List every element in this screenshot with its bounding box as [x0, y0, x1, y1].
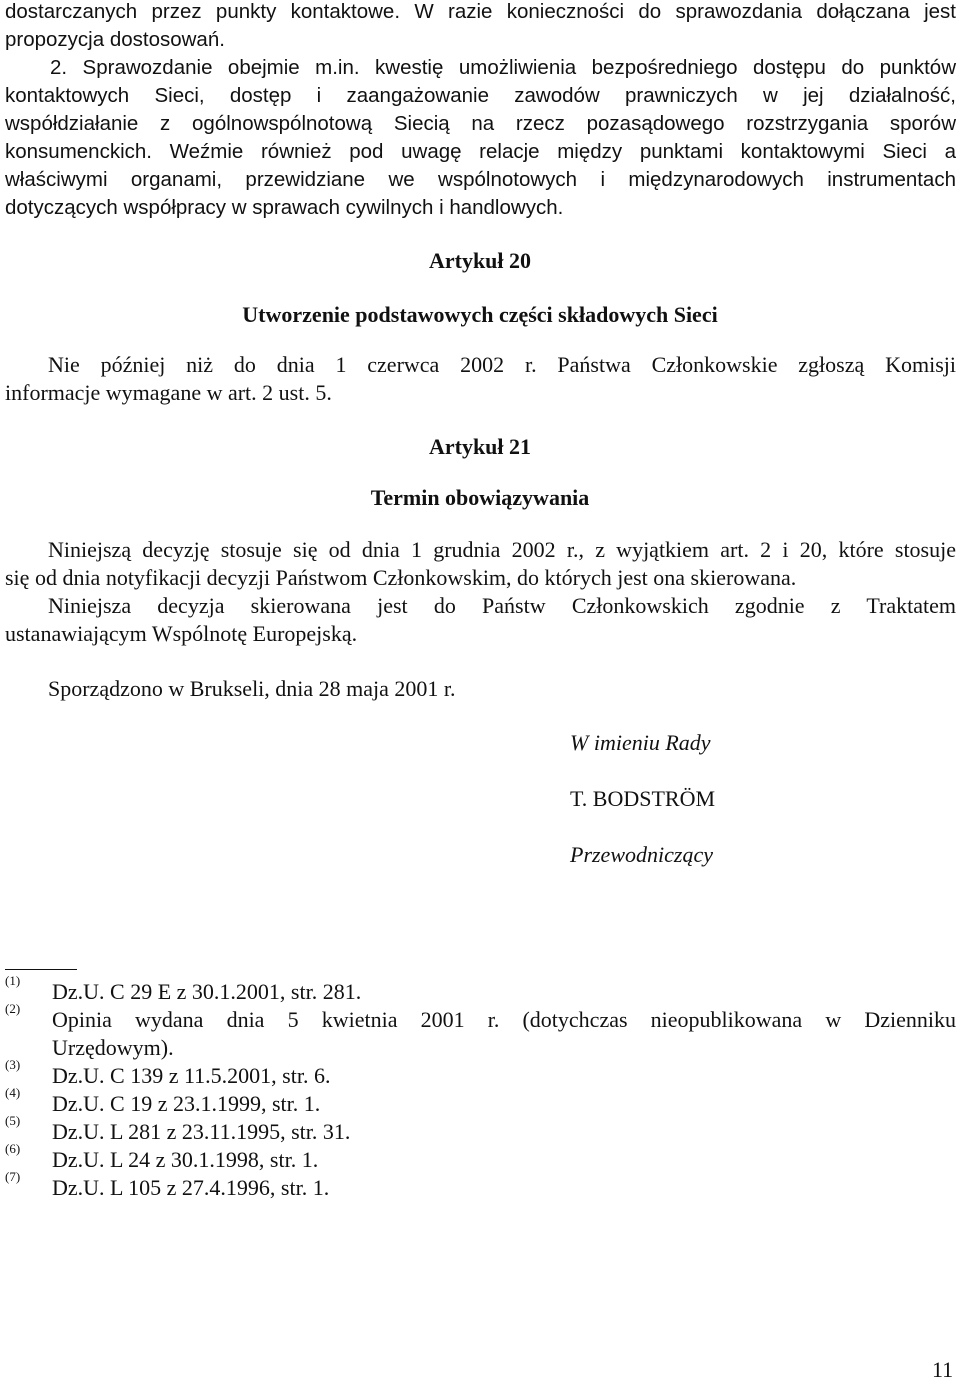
footnote-text: Dz.U. L 24 z 30.1.1998, str. 1.	[52, 1147, 319, 1172]
footnote-number: (6)	[5, 1141, 21, 1156]
footnote-number: (5)	[5, 1113, 21, 1128]
text-line: informacje wymagane w art. 2 ust. 5.	[5, 380, 332, 405]
footnote-number: (7)	[5, 1169, 21, 1184]
signature-name: T. BODSTRÖM	[570, 786, 716, 811]
text-line: dostarczanych przez punkty kontaktowe. W razie konieczności do sprawozdania dołączana jest	[5, 0, 956, 23]
text-line: współdziałanie z ogólnowspólnotową Siecią na rzecz pozasądowego rozstrzygania sporów	[5, 112, 956, 135]
footnote-number: (2)	[5, 1001, 21, 1016]
article-20-body	[5, 351, 956, 407]
footnote-number: (1)	[5, 973, 21, 988]
text-line: Niniejsza decyzja skierowana jest do Państw Członkowskich zgodnie z Traktatem	[48, 593, 956, 618]
article-20-title: Utworzenie podstawowych części składowych Sieci	[242, 302, 718, 327]
text-line: ustanawiającym Wspólnotę Europejską.	[5, 621, 358, 646]
footnote-text: Dz.U. L 281 z 23.11.1995, str. 31.	[52, 1119, 351, 1144]
done-at-line: Sporządzono w Brukseli, dnia 28 maja 2001 r.	[48, 676, 456, 701]
footnote-text: Dz.U. C 29 E z 30.1.2001, str. 281.	[52, 979, 362, 1004]
text-line: kontaktowych Sieci, dostęp i zaangażowanie zawodów prawniczych w jej działalność,	[5, 84, 956, 107]
text-line: dotyczących współpracy w sprawach cywilnych i handlowych.	[5, 196, 564, 219]
article-21-paragraph-1	[5, 536, 956, 592]
footnote-text: Dz.U. C 139 z 11.5.2001, str. 6.	[52, 1063, 331, 1088]
footnote-text: Dz.U. L 105 z 27.4.1996, str. 1.	[52, 1175, 330, 1200]
text-line: 2. Sprawozdanie obejmie m.in. kwestię umożliwienia bezpośredniego dostępu do punktów	[50, 56, 956, 79]
footnote-number: (3)	[5, 1057, 21, 1072]
text-line: konsumenckich. Weźmie również pod uwagę relacje między punktami kontaktowymi Sieci a	[5, 140, 956, 163]
page-number: 11	[932, 1357, 954, 1382]
footnote-text: Dz.U. C 19 z 23.1.1999, str. 1.	[52, 1091, 321, 1116]
footnote-text: Opinia wydana dnia 5 kwietnia 2001 r. (dotychczas nieopublikowana w Dzienniku Urzędowym).	[52, 1007, 956, 1060]
signature-role: Przewodniczący	[570, 842, 713, 867]
article-21-heading: Artykuł 21	[428, 434, 532, 459]
report-paragraph	[5, 54, 956, 222]
text-line: Niniejszą decyzję stosuje się od dnia 1 grudnia 2002 r., z wyjątkiem art. 2 i 20, które stosuje	[48, 537, 956, 562]
footnote-separator	[5, 969, 77, 970]
article-20-heading: Artykuł 20	[428, 248, 532, 273]
article-21-title: Termin obowiązywania	[370, 485, 590, 510]
text-line: propozycja dostosowań.	[5, 28, 225, 51]
text-line: właściwymi organami, przewidziane we wspólnotowych i międzynarodowych instrumentach	[5, 168, 956, 191]
article-21-paragraph-2	[5, 592, 956, 648]
text-line: Nie później niż do dnia 1 czerwca 2002 r. Państwa Członkowskie zgłoszą Komisji	[48, 352, 956, 377]
footnote-number: (4)	[5, 1085, 21, 1100]
signature-on-behalf: W imieniu Rady	[570, 730, 711, 755]
intro-paragraph	[5, 0, 956, 54]
text-line: się od dnia notyfikacji decyzji Państwom Członkowskim, do których jest ona skierowana.	[5, 565, 797, 590]
